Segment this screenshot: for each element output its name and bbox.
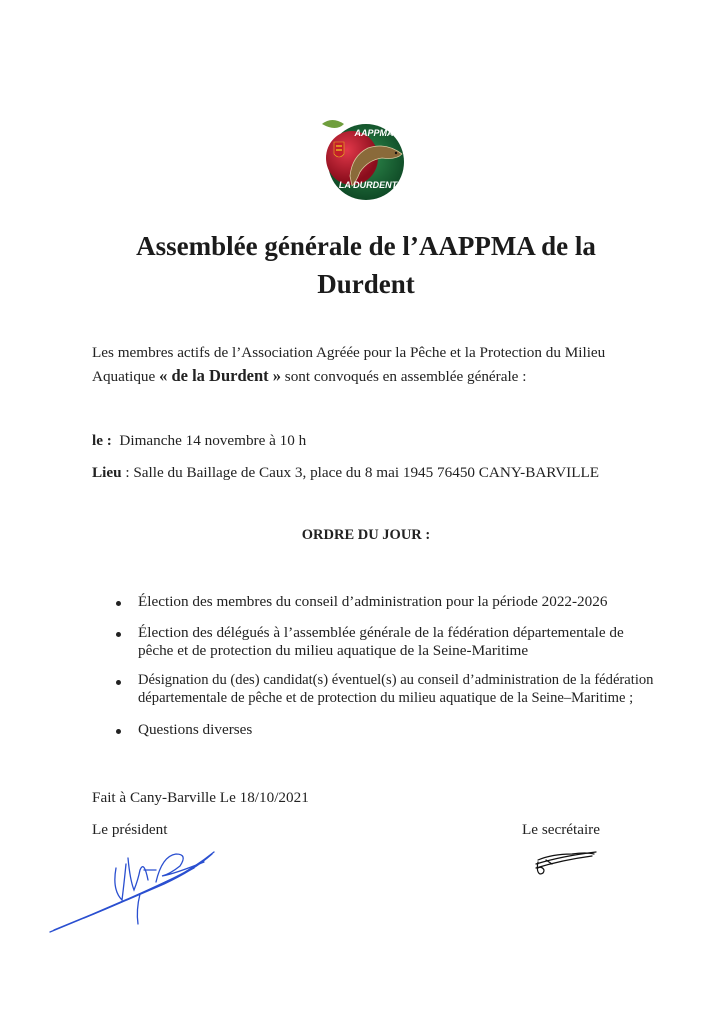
secretary-signature-icon — [532, 846, 602, 880]
agenda-item-text: Élection des membres du conseil d’administration pour la période 2022-2026 — [138, 593, 608, 610]
association-name: « de la Durdent » — [159, 366, 281, 385]
bullet-icon — [116, 680, 121, 685]
agenda-heading: ORDRE DU JOUR : — [301, 527, 431, 543]
agenda-item-text: Désignation du (des) candidat(s) éventuel(s) au conseil d’administration de la fédération — [138, 672, 654, 688]
place-and-date-signed: Fait à Cany-Barville Le 18/10/2021 — [92, 789, 309, 806]
agenda-item-text: Questions diverses — [138, 721, 253, 738]
document-title-line-1: Assemblée générale de l’AAPPMA de la — [136, 231, 596, 261]
agenda-item-text-cont: pêche et de protection du milieu aquatique de la Seine-Maritime — [138, 642, 529, 659]
agenda-item-text-cont: départementale de pêche et de protection du milieu aquatique de la Seine–Maritime ; — [138, 690, 634, 706]
meeting-date — [92, 431, 306, 450]
svg-text:LA DURDENT: LA DURDENT — [338, 180, 398, 190]
agenda-item-text: Élection des délégués à l’assemblée générale de la fédération départementale de — [138, 624, 624, 641]
intro-line-1: Les membres actifs de l’Association Agréée pour la Pêche et la Protection du Milieu — [92, 344, 606, 361]
intro-line-2 — [92, 366, 526, 386]
president-label: Le président — [92, 821, 168, 838]
bullet-icon — [116, 632, 121, 637]
meeting-place — [92, 463, 599, 482]
president-signature-icon — [44, 840, 224, 940]
bullet-icon — [116, 729, 121, 734]
intro-suffix: sont convoqués en assemblée générale : — [284, 368, 527, 385]
date-value: Dimanche 14 novembre à 10 h — [119, 432, 307, 449]
svg-text:AAPPMA: AAPPMA — [354, 128, 394, 138]
intro-prefix: Aquatique — [92, 368, 160, 385]
secretary-label: Le secrétaire — [522, 821, 600, 838]
aappma-logo-icon — [316, 114, 412, 202]
place-label: Lieu — [92, 464, 122, 481]
document-title-line-2: Durdent — [317, 269, 415, 299]
date-label: le : — [92, 432, 112, 449]
bullet-icon — [116, 601, 121, 606]
place-value: : Salle du Baillage de Caux 3, place du 8 mai 1945 76450 CANY-BARVILLE — [121, 464, 600, 481]
